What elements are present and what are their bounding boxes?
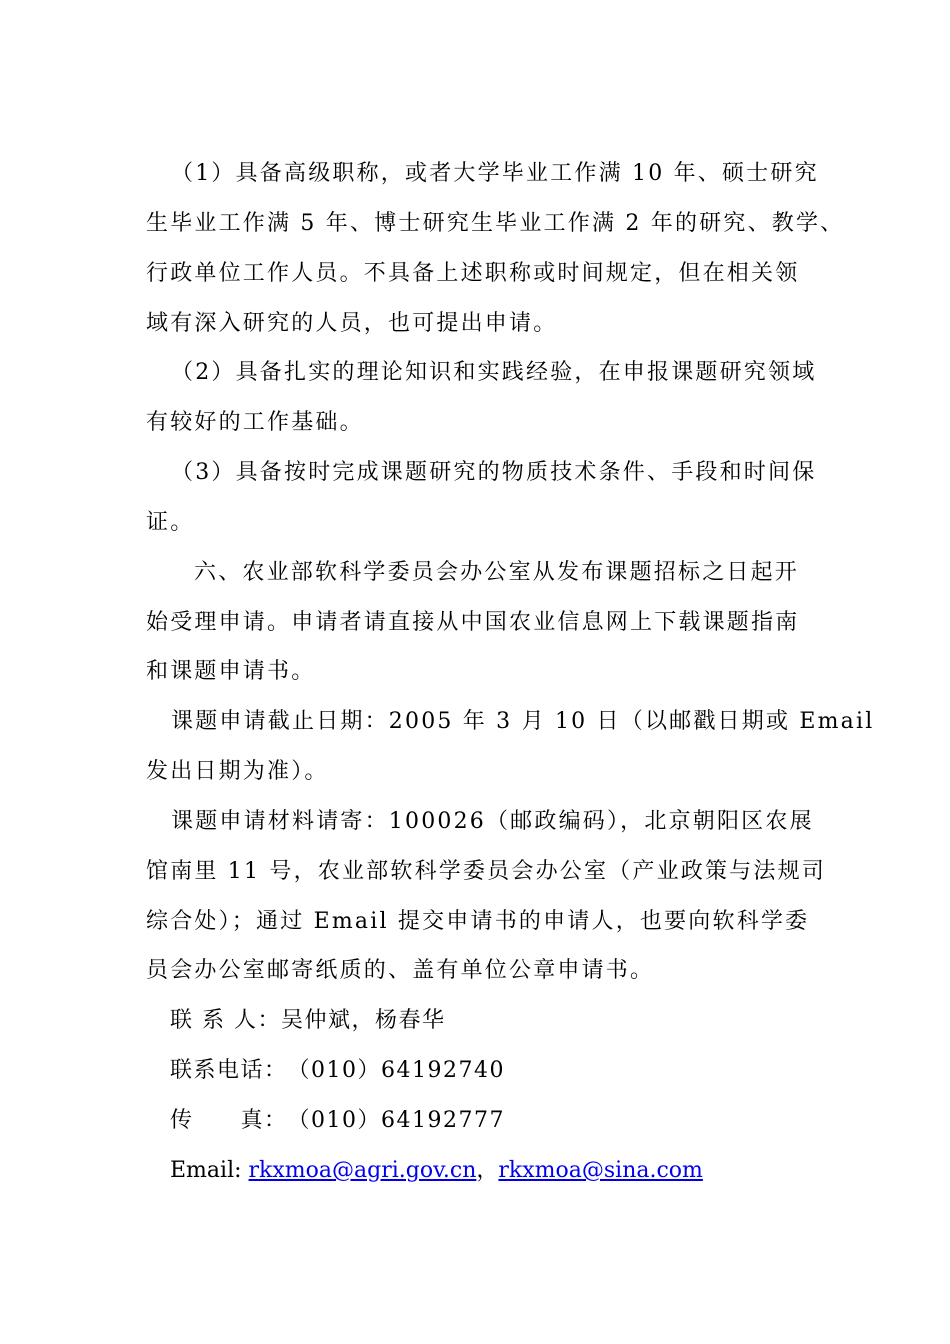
deadline-line: 课题申请截止日期：2005 年 3 月 10 日（以邮戳日期或 Email (171, 709, 875, 734)
email-link-agri[interactable]: rkxmoa@agri.gov.cn (248, 1158, 477, 1183)
contact-person-label: 联 系 人： (170, 1008, 281, 1033)
paragraph-line: 证。 (146, 510, 195, 535)
paragraph-line: 有较好的工作基础。 (146, 410, 364, 435)
contact-person-value: 吴仲斌，杨春华 (281, 1008, 446, 1033)
paragraph-line: 发出日期为准）。 (146, 759, 329, 784)
contact-email-label: Email: (170, 1158, 242, 1183)
paragraph-line: （1）具备高级职称，或者大学毕业工作满 10 年、硕士研究 (171, 161, 819, 186)
paragraph-line: 员会办公室邮寄纸质的、盖有单位公章申请书。 (146, 958, 655, 983)
paragraph-line: 和课题申请书。 (146, 659, 316, 684)
contact-fax-row (170, 1106, 505, 1136)
paragraph-line: 综合处）；通过 Email 提交申请书的申请人，也要向软科学委 (146, 909, 810, 934)
contact-phone-row (170, 1056, 505, 1086)
email-separator: ， (476, 1158, 499, 1183)
paragraph-line: 域有深入研究的人员，也可提出申请。 (146, 311, 558, 336)
email-link-sina[interactable]: rkxmoa@sina.com (498, 1158, 703, 1183)
contact-email-row (170, 1156, 703, 1186)
contact-fax-value: （010）64192777 (287, 1108, 505, 1133)
contact-phone-value: （010）64192740 (287, 1058, 505, 1083)
paragraph-line: （3）具备按时完成课题研究的物质技术条件、手段和时间保 (171, 460, 817, 485)
paragraph-line: 生毕业工作满 5 年、博士研究生毕业工作满 2 年的研究、教学、 (146, 211, 845, 236)
address-line: 课题申请材料请寄：100026（邮政编码），北京朝阳区农展 (171, 809, 814, 834)
contact-person-row (170, 1006, 446, 1036)
contact-phone-label: 联系电话： (170, 1058, 288, 1083)
paragraph-line: 馆南里 11 号，农业部软科学委员会办公室（产业政策与法规司 (146, 859, 826, 884)
paragraph-line: （2）具备扎实的理论知识和实践经验，在申报课题研究领域 (171, 360, 817, 385)
contact-fax-label: 传 真： (170, 1108, 288, 1133)
paragraph-line: 始受理申请。申请者请直接从中国农业信息网上下载课题指南 (146, 610, 800, 635)
paragraph-line: 行政单位工作人员。不具备上述职称或时间规定，但在相关领 (146, 261, 800, 286)
section-heading-line: 六、农业部软科学委员会办公室从发布课题招标之日起开 (194, 560, 800, 585)
